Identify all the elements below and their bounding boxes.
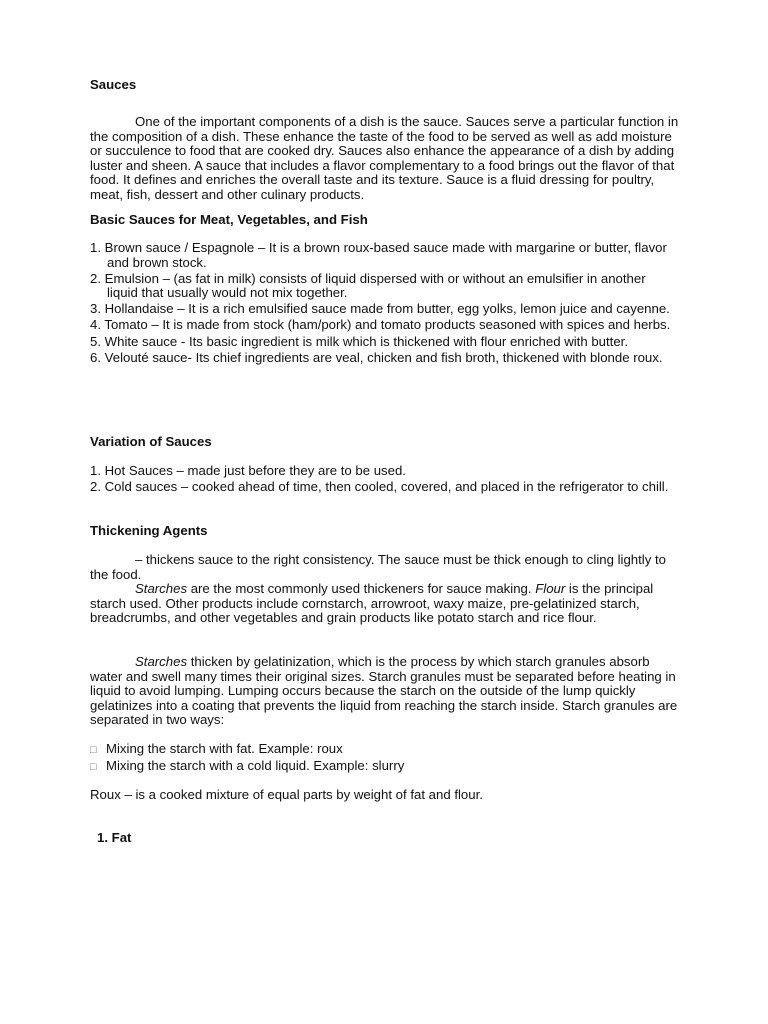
variation-list (90, 464, 680, 496)
list-item: 2. Cold sauces – cooked ahead of time, then cooled, covered, and placed in the refrigerator to chill. (90, 479, 669, 495)
list-item: 5. White sauce - Its basic ingredient is milk which is thickened with flour enriched with butter. (90, 333, 628, 349)
thickening-paragraph-1: – thickens sauce to the right consistency. The sauce must be thick enough to cling lightly to the food. Starches are the most commonly used thickeners for sauce making. Flour is the principal starch used. Other products include cornstarch, arrowroot, waxy maize, pre-gelatinized starch, breadcrumbs, and other vegetables and grain products like potato starch and rice flour. (90, 552, 666, 626)
checkbox-bullet-icon: □ (90, 744, 97, 756)
thickening-paragraph-2: Starches thicken by gelatinization, which is the process by which starch granules absorb water and swell many times their original sizes. Starch granules must be separated before heating in liquid to avoid lumping. Lumping occurs because the starch on the outside of the lump quickly gelatinizes into a coating that prevents the liquid from reaching the starch inside. Starch granules are separated in two ways: (90, 654, 678, 728)
list-item: 3. Hollandaise – It is a rich emulsified sauce made from butter, egg yolks, lemon juice and cayenne. (90, 301, 670, 317)
list-item: 1. Brown sauce / Espagnole – It is a brown roux-based sauce made with margarine or butter, flavor and brown stock. (90, 240, 667, 270)
intro-paragraph (90, 115, 680, 203)
variation-heading: Variation of Sauces (90, 434, 212, 449)
list-item: 4. Tomato – It is made from stock (ham/pork) and tomato products seasoned with spices and herbs. (90, 317, 671, 333)
basic-sauces-heading: Basic Sauces for Meat, Vegetables, and Fish (90, 212, 368, 227)
flour-term: Flour (535, 581, 566, 597)
roux-definition: Roux – is a cooked mixture of equal parts by weight of fat and flour. (90, 787, 483, 802)
thickening-definition: – thickens sauce to the right consistency. The sauce must be thick enough to cling lightly to the food. (90, 552, 666, 582)
list-item: 2. Emulsion – (as fat in milk) consists of liquid dispersed with or without an emulsifier in another liquid that usually would not mix together. (90, 270, 646, 301)
separation-methods-list (90, 742, 404, 776)
starches-term: Starches (135, 581, 188, 597)
checkbox-bullet-icon: □ (90, 761, 97, 774)
starches-term: Starches (135, 654, 188, 669)
basic-sauces-list (90, 241, 680, 367)
thickening-heading: Thickening Agents (90, 523, 208, 538)
list-item: □ Mixing the starch with fat. Example: roux (90, 741, 343, 756)
list-item: □ Mixing the starch with a cold liquid. Example: slurry (90, 758, 405, 774)
fat-subheading: 1. Fat (97, 830, 132, 845)
page-title: Sauces (90, 77, 137, 92)
list-item: 1. Hot Sauces – made just before they are to be used. (90, 463, 406, 478)
list-item: 6. Velouté sauce- Its chief ingredients are veal, chicken and fish broth, thickened with blonde roux. (90, 349, 663, 365)
intro-text: One of the important components of a dish is the sauce. Sauces serve a particular function in the composition of a dish. These enhance the taste of the food to be served as well as add moisture or succulence to food that are cooked dry. Sauces also enhance the appearance of a dish by adding luster and sheen. A sauce that includes a flavor complementary to a food brings out the flavor of that food. It defines and enriches the overall taste and its texture. Sauce is a fluid dressing for poultry, meat, fish, dessert and other culinary products. (90, 114, 679, 202)
